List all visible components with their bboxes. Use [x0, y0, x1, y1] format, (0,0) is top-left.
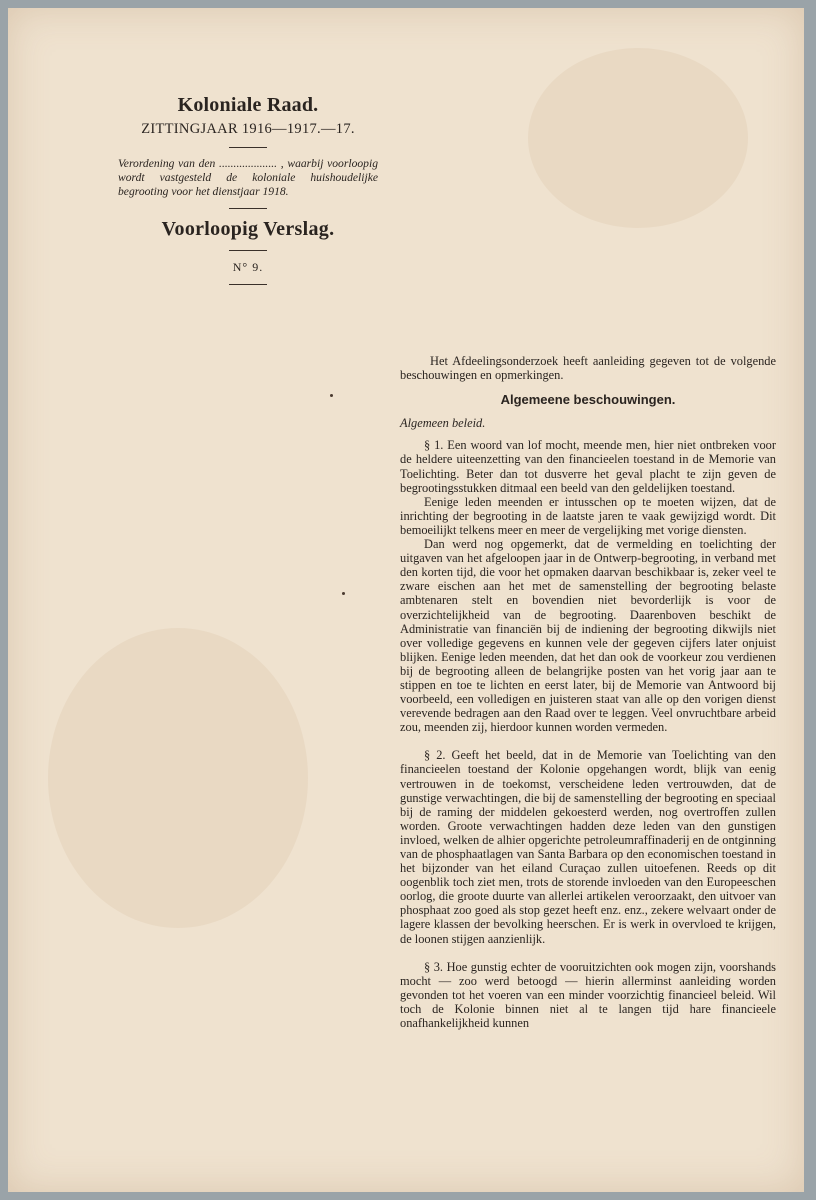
report-title: Voorloopig Verslag.	[161, 218, 335, 240]
paper-speck	[330, 394, 333, 397]
intro-paragraph: Het Afdeelingsonderzoek heeft aanleiding gegeven tot de volgende beschouwingen en opmerkingen.	[400, 354, 776, 383]
paper-stain	[528, 48, 748, 228]
paragraph-3: Dan werd nog opgemerkt, dat de vermelding en toelichting der uitgaven van het afgeloopen jaar in de Ontwerp-begrooting, in verband met den korten tijd, die voor het opmaken daarvan beschikbaar is, zeker veel te zware eischen aan het met de samenstelling der begrooting belaste ambtenaren stelt en bovendien niet bevorderlijk is voor de overzichtelijkheid van de begrooting. Daarenboven beschikt de Administratie van financiën bij de indiening der begrooting dikwijls niet over volledige gegevens en kunnen vele der gegeven cijfers later onjuist blijken. Eenige leden meenden, dat het dan ook de voorkeur zou verdienen bij de begrooting alleen de belangrijke posten van het vorig jaar aan te stippen en toe te lichten en eerst later, bij de Memorie van Antwoord bij voorbeeld, een volledigen en juisteren staat van alle op den vorigen dienst verevende bedragen aan den Raad over te leggen. Veel onvruchtbare arbeid zou, meenden zij, hierdoor kunnen worden vermeden.	[400, 537, 776, 735]
session-year: ZITTINGJAAR 1916—1917.—17.	[141, 121, 355, 137]
council-title: Koloniale Raad.	[177, 94, 319, 116]
paragraph-4: § 2. Geeft het beeld, dat in de Memorie van Toelichting van den financieelen toestand der Kolonie opgehangen wordt, blijk van eenig vertrouwen in de toekomst, verscheidene leden vertrouwden, dat de gunstige verwachtingen, die bij de samenstelling der begrooting en speciaal bij de raming der middelen gekoesterd werden, nog overtroffen zullen worden. Groote verwachtingen hadden deze leden van den gunstigen invloed, welken de alhier opgerichte petroleumraffinaderij en de ontginning van de phosphaatlagen van Santa Barbara op den economischen toestand in het bijzonder van het eiland Curaçao zullen uitoefenen. Reeds op dit oogenblik toch ziet men, trots de storende invloeden van den Europeeschen oorlog, die groote duurte van allerlei artikelen veroorzaakt, den uitvoer van phosphaat zoo goed als stop gezet heeft enz. enz., zekere welvaart onder de lagere klassen der bevolking heerschen. Er is werk in overvloed te krijgen, de loonen stijgen aanzienlijk.	[400, 748, 776, 946]
ordinance-description: Verordening van den .................... , waarbij voorloopig wordt vastgesteld de koloniale huishoudelijke begrooting voor het dienstjaar 1918.	[118, 157, 378, 198]
paper-stain	[48, 628, 308, 928]
subheading: Algemeen beleid.	[400, 416, 486, 431]
divider	[229, 284, 267, 285]
divider	[229, 147, 267, 148]
paragraph-2: Eenige leden meenden er intusschen op te moeten wijzen, dat de inrichting der begrooting in de laatste jaren te vaak gewijzigd wordt. Dit bemoeilijkt telkens meer en meer de vergelijking met vorige diensten.	[400, 494, 776, 537]
report-body	[400, 354, 776, 1030]
paper-speck	[342, 592, 345, 595]
paragraph-5: § 3. Hoe gunstig echter de vooruitzichten ook mogen zijn, voorshands mocht — zoo werd betoogd — hierin allerminst aanleiding worden gevonden tot het voeren van een minder voorzichtig financieel beleid. Wil toch de Kolonie binnen niet al te langen tijd hare financieele onafhankelijkheid kunnen	[400, 959, 776, 1031]
document-page	[8, 8, 804, 1192]
section-heading: Algemeene beschouwingen.	[500, 392, 676, 408]
divider	[229, 208, 267, 209]
divider	[229, 250, 267, 251]
document-header	[118, 94, 378, 294]
paragraph-1: § 1. Een woord van lof mocht, meende men, hier niet ontbreken voor de heldere uiteenzetting van den financieelen toestand in de Memorie van Toelichting. Beter dan tot dusverre het geval placht te zijn geven de begrootingsstukken ditmaal een beeld van den geldelijken toestand.	[400, 438, 776, 495]
document-number: N° 9.	[232, 260, 264, 274]
